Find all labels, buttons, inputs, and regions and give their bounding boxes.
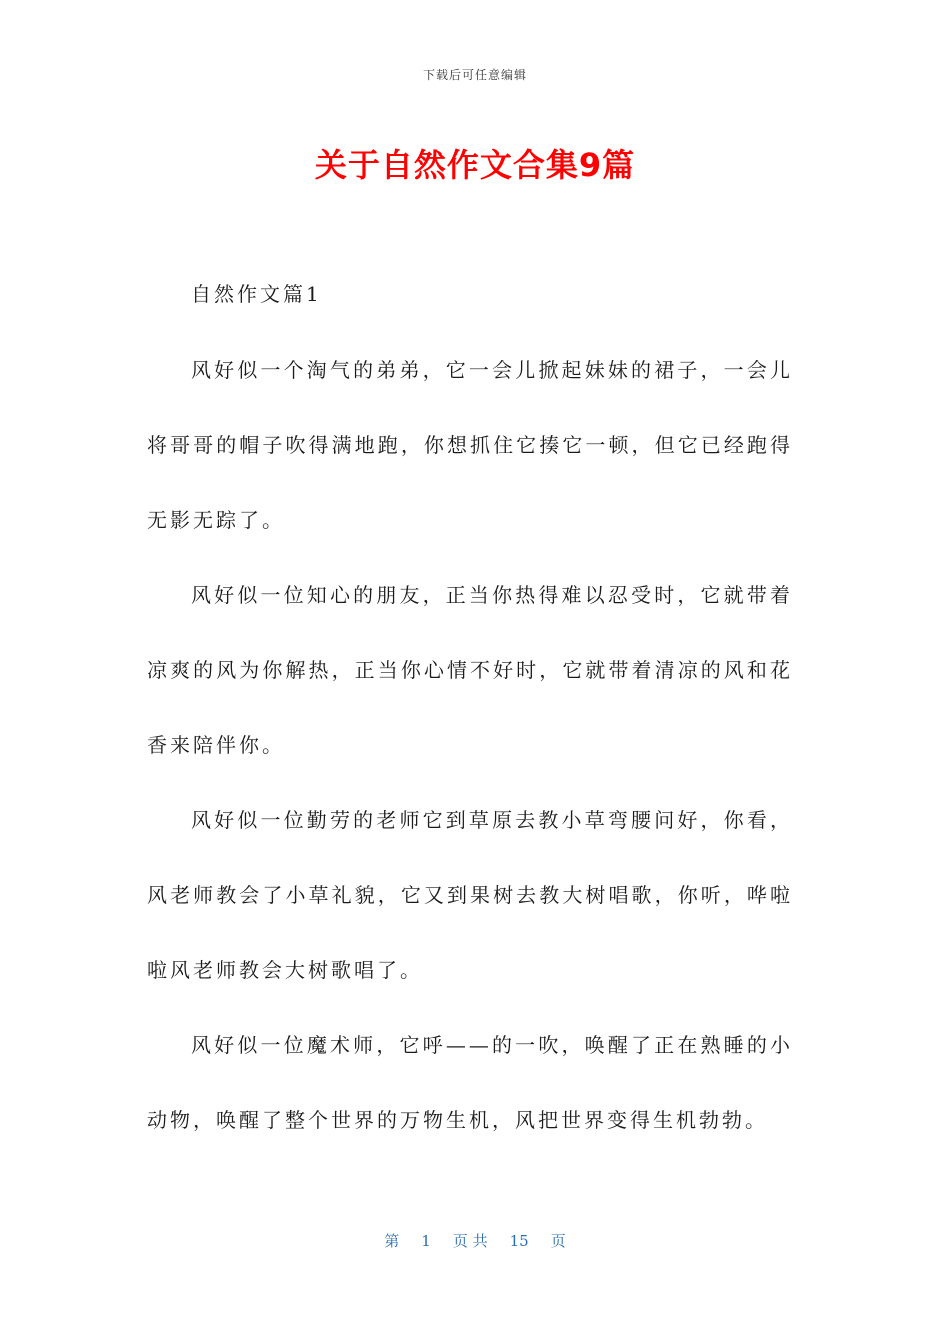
footer-total-pages: 15 <box>509 1232 529 1250</box>
body-text <box>147 333 793 1158</box>
footer-current-page: 1 <box>421 1232 431 1250</box>
paragraph-1: 风好似一个淘气的弟弟，它一会儿掀起妹妹的裙子，一会儿将哥哥的帽子吹得满地跑，你想抓住它揍它一顿，但它已经跑得无影无踪了。 <box>147 358 793 532</box>
footer-suffix: 页 <box>550 1232 566 1250</box>
paragraph-2: 风好似一位知心的朋友，正当你热得难以忍受时，它就带着凉爽的风为你解热，正当你心情不好时，它就带着清凉的风和花香来陪伴你。 <box>147 583 793 757</box>
document-title: 关于自然作文合集9篇 <box>314 146 636 184</box>
section-heading: 自然作文篇1 <box>191 282 322 306</box>
page-footer <box>0 1230 950 1251</box>
footer-prefix: 第 <box>384 1232 400 1250</box>
paragraph-4: 风好似一位魔术师，它呼——的一吹，唤醒了正在熟睡的小动物，唤醒了整个世界的万物生机，风把世界变得生机勃勃。 <box>147 1033 793 1132</box>
header-note: 下载后可任意编辑 <box>422 68 527 82</box>
footer-middle: 页 共 <box>452 1232 488 1250</box>
paragraph-3: 风好似一位勤劳的老师它到草原去教小草弯腰问好，你看，风老师教会了小草礼貌，它又到果树去教大树唱歌，你听，哗啦啦风老师教会大树歌唱了。 <box>147 808 793 982</box>
